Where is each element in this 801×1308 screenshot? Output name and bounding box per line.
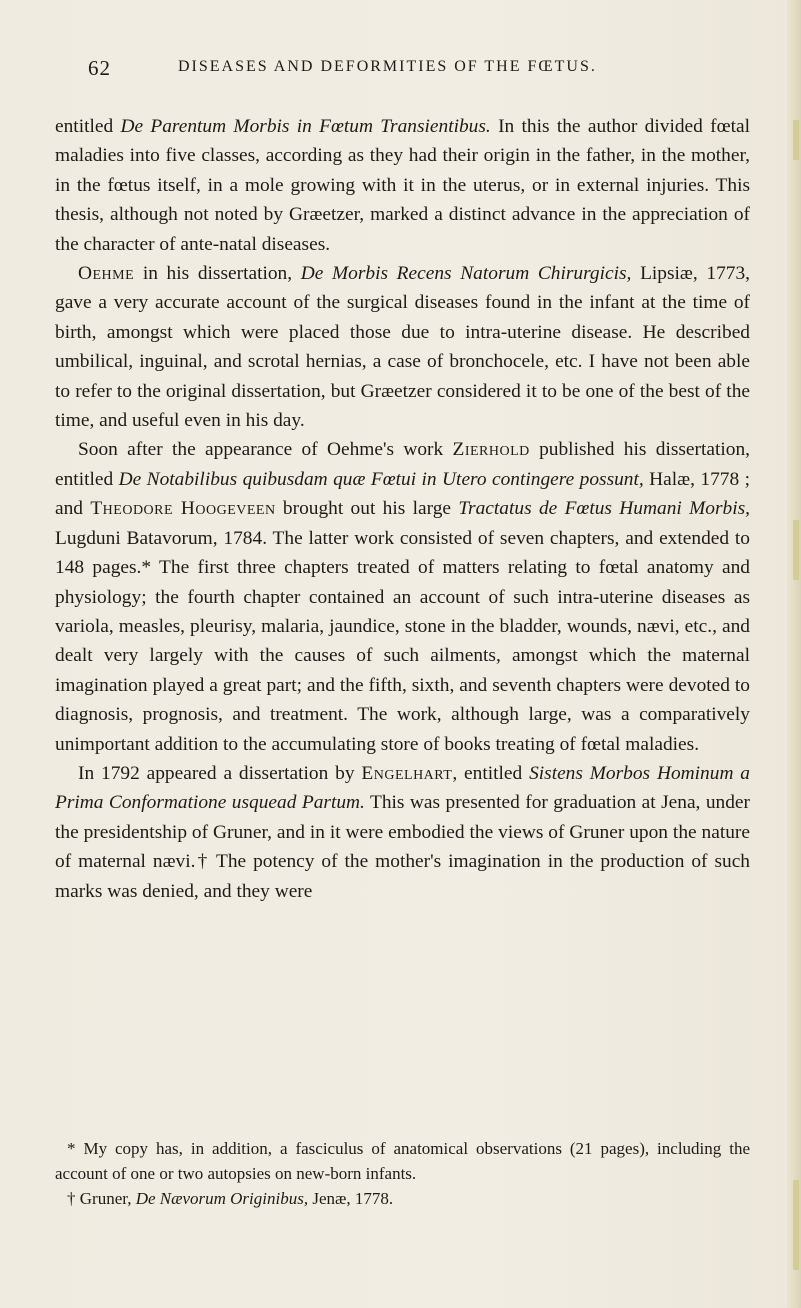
paragraph: Soon after the appearance of Oehme's work Zierhold published his dissertation, entitled De Notabilibus quibusdam quæ Fœtui in Utero contingere possunt, Halæ, 1778 ; and Theodore Hoogeveen brought out his large Tractatus de Fœtus Humani Morbis, Lugduni Batavorum, 1784. The latter work consisted of seven chapters, and extended to 148 pages.* The first three chapters treated of matters relating to fœtal anatomy and physiology; the fourth chapter contained an account of such intra-uterine diseases as variola, measles, pleurisy, malaria, jaundice, stone in the bladder, wounds, nævi, etc., and dealt very largely with the causes of such ailments, amongst which the maternal imagination played a great part; and the fifth, sixth, and seventh chapters were devoted to diagnosis, prognosis, and treatment. The work, although large, was a comparatively unimportant addition to the accumulating store of books treating of fœtal maladies. (55, 439, 750, 755)
author-name: Theodore Hoogeveen (90, 498, 276, 520)
book-title: De Notabilibus quibusdam quæ Fœtui in Utero contingere possunt, (118, 468, 644, 490)
author-name: Zierhold (452, 439, 530, 461)
footnote: † Gruner, De Nævorum Originibus, Jenæ, 1778. (67, 1189, 394, 1208)
book-title: De Parentum Morbis in Fœtum Transientibus. (120, 116, 491, 137)
page-header (88, 56, 748, 86)
edge-stain (793, 520, 799, 580)
author-name: Oehme (78, 263, 135, 285)
book-title: De Nævorum Originibus, (135, 1189, 309, 1208)
book-title: De Morbis Recens Natorum Chirurgicis, (300, 263, 632, 285)
body-text (55, 112, 750, 906)
book-title: Sistens Morbos Hominum a Prima Conformatione usquead Partum. (55, 762, 750, 814)
paragraph: Oehme in his dissertation, De Morbis Recens Natorum Chirurgicis, Lipsiæ, 1773, gave a very accurate account of the surgical diseases found in the infant at the time of birth, amongst which were placed those due to intra-uterine disease. He described umbilical, inguinal, and scrotal hernias, a case of bronchocele, etc. I have not been able to refer to the original dissertation, but Græetzer considered it to be one of the best of the time, and useful even in his day. (55, 263, 750, 432)
edge-stain (793, 120, 799, 160)
paragraph: In 1792 appeared a dissertation by Engelhart, entitled Sistens Morbos Hominum a Prima Conformatione usquead Partum. This was presented for graduation at Jena, under the presidentship of Gruner, and in it were embodied the views of Gruner upon the nature of maternal nævi.† The potency of the mother's imagination in the production of such marks was denied, and they were (55, 762, 750, 902)
page-edge (787, 0, 801, 1308)
running-head: DISEASES AND DEFORMITIES OF THE FŒTUS. (178, 58, 597, 75)
footnotes (55, 1136, 750, 1211)
author-name: Engelhart (361, 762, 453, 784)
edge-stain (793, 1180, 799, 1270)
page-number: 62 (88, 56, 111, 80)
paragraph: entitled De Parentum Morbis in Fœtum Transientibus. In this the author divided fœtal maladies into five classes, according as they had their origin in the father, in the mother, in the fœtus itself, in a mole growing with it in the uterus, or in external injuries. This thesis, although not noted by Græetzer, marked a distinct advance in the appreciation of the character of ante-natal diseases. (55, 116, 750, 255)
footnote: * My copy has, in addition, a fasciculus of anatomical observations (21 pages), including the account of one or two autopsies on new-born infants. (55, 1139, 750, 1183)
book-title: Tractatus de Fœtus Humani Morbis, (458, 498, 750, 520)
